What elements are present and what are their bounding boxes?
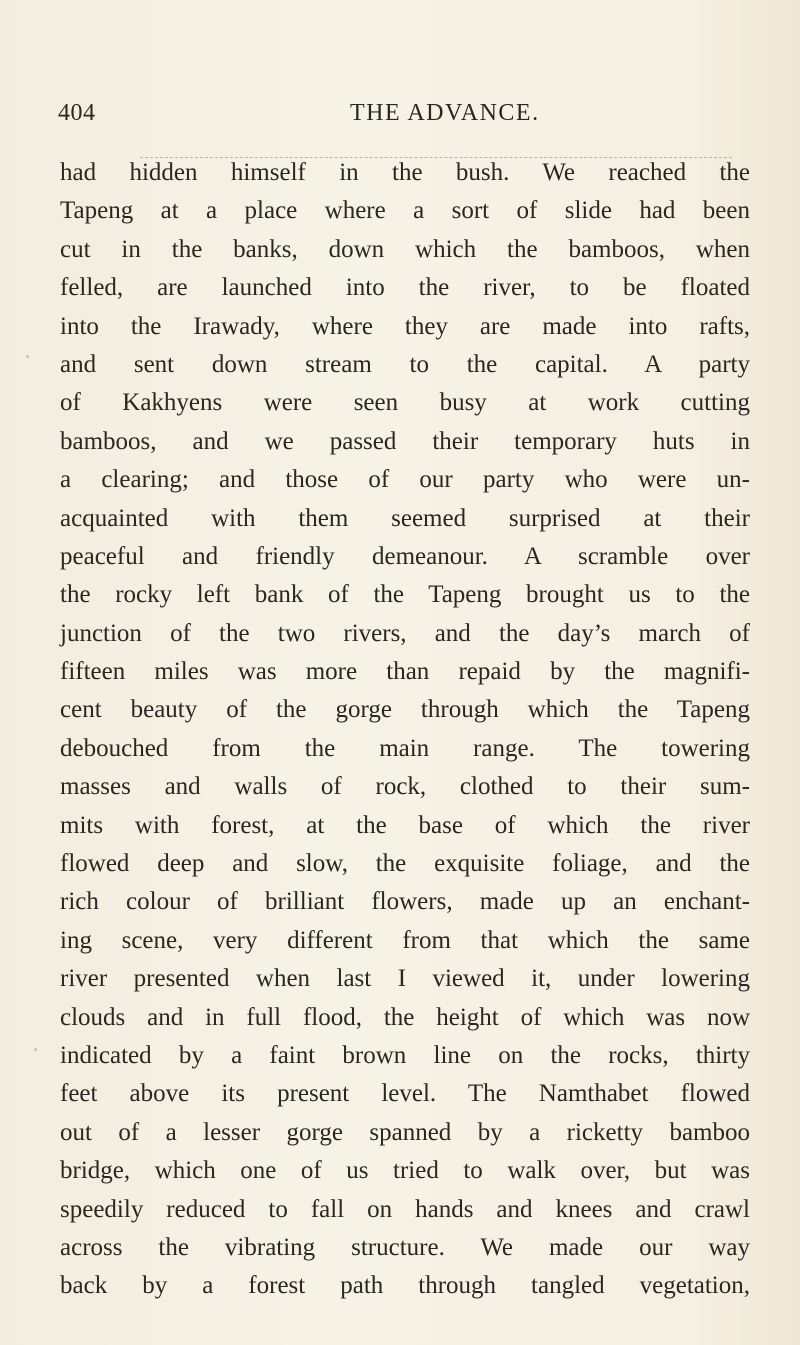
text-line: ing scene, very different from that which the same xyxy=(60,926,750,954)
text-line: bamboos, and we passed their temporary huts in xyxy=(60,427,750,455)
text-line: of Kakhyens were seen busy at work cutting xyxy=(60,389,750,417)
text-line: masses and walls of rock, clothed to their sum- xyxy=(60,773,750,801)
paper-speck xyxy=(26,355,29,358)
text-line: a clearing; and those of our party who were un- xyxy=(60,466,750,494)
text-line: mits with forest, at the base of which the river xyxy=(60,811,750,839)
text-line: indicated by a faint brown line on the rocks, thirty xyxy=(60,1041,750,1069)
text-line: across the vibrating structure. We made our way xyxy=(60,1233,750,1261)
text-line: bridge, which one of us tried to walk over, but was xyxy=(60,1157,750,1185)
text-line: into the Irawady, where they are made into rafts, xyxy=(60,312,750,340)
text-line: speedily reduced to fall on hands and knees and crawl xyxy=(60,1195,750,1223)
running-head-title: THE ADVANCE. xyxy=(350,100,540,126)
paper-speck xyxy=(34,1048,37,1051)
text-line: and sent down stream to the capital. A party xyxy=(60,350,750,378)
text-line: fifteen miles was more than repaid by the magnifi- xyxy=(60,658,750,686)
text-line: Tapeng at a place where a sort of slide had been xyxy=(60,197,750,225)
text-line: felled, are launched into the river, to be floated xyxy=(60,274,750,302)
text-line: back by a forest path through tangled vegetation, xyxy=(60,1272,750,1300)
text-line: acquainted with them seemed surprised at their xyxy=(60,504,750,532)
text-line: flowed deep and slow, the exquisite foliage, and the xyxy=(60,850,750,878)
text-line: cut in the banks, down which the bamboos, when xyxy=(60,235,750,263)
body-text xyxy=(60,154,750,1306)
text-line: out of a lesser gorge spanned by a ricketty bamboo xyxy=(60,1118,750,1146)
text-line: debouched from the main range. The towering xyxy=(60,734,750,762)
text-line: river presented when last I viewed it, under lowering xyxy=(60,965,750,993)
text-line: cent beauty of the gorge through which the Tapeng xyxy=(60,696,750,724)
text-line: junction of the two rivers, and the day’s march of xyxy=(60,619,750,647)
running-head xyxy=(0,100,800,134)
text-line: the rocky left bank of the Tapeng brought us to the xyxy=(60,581,750,609)
text-line: rich colour of brilliant flowers, made up an enchant- xyxy=(60,888,750,916)
text-line: had hidden himself in the bush. We reached the xyxy=(60,159,750,186)
page-number: 404 xyxy=(58,100,96,126)
text-line: peaceful and friendly demeanour. A scramble over xyxy=(60,542,750,570)
text-line: feet above its present level. The Namthabet flowed xyxy=(60,1080,750,1108)
text-line: clouds and in full flood, the height of which was now xyxy=(60,1003,750,1031)
